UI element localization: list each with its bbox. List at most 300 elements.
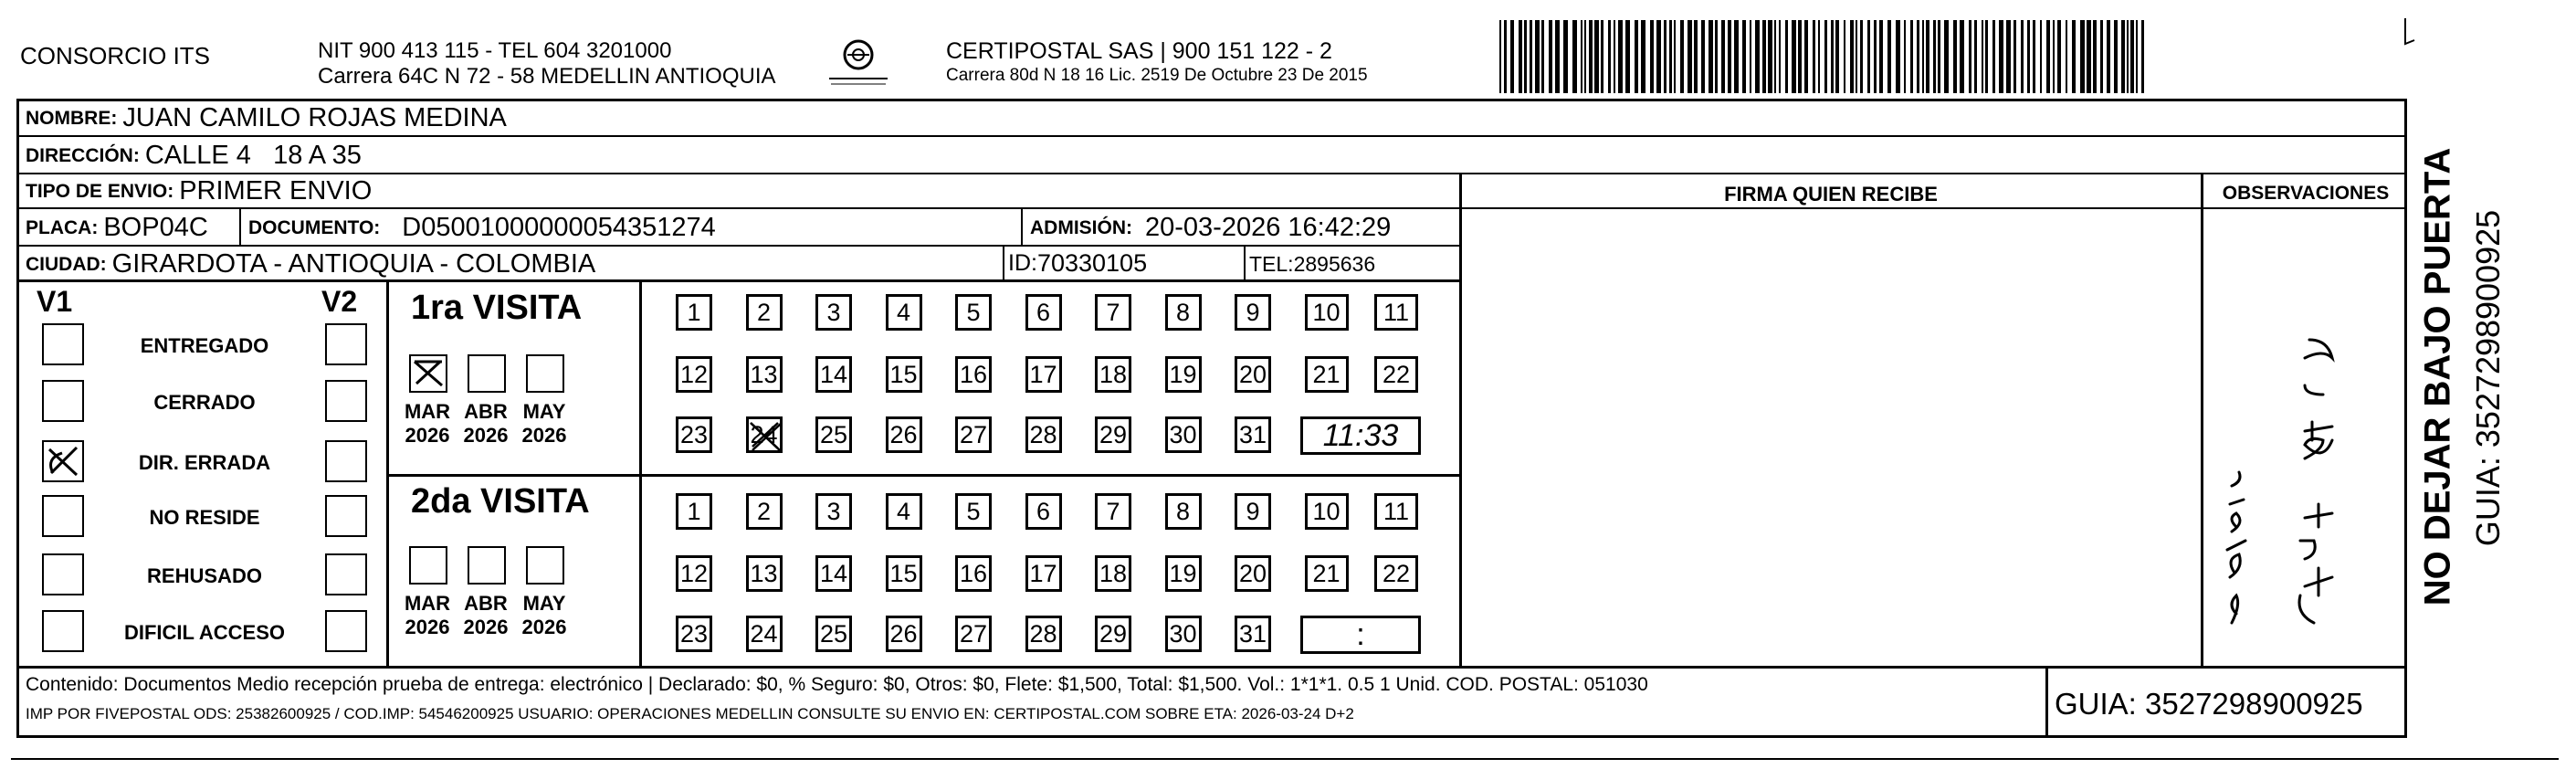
v1-label: V1 xyxy=(37,285,73,318)
v2-checkbox[interactable] xyxy=(325,553,367,595)
day-number: 25 xyxy=(819,420,848,448)
day-number: 17 xyxy=(1029,360,1057,388)
barcode-bar xyxy=(1867,20,1870,93)
second-day-box[interactable] xyxy=(1305,493,1349,530)
day-number: 4 xyxy=(896,298,911,326)
barcode-bar xyxy=(1721,20,1725,93)
day-number: 1 xyxy=(687,298,701,326)
month-year: 2026 xyxy=(463,616,509,638)
barcode-bar xyxy=(1589,20,1593,93)
first-month-label xyxy=(400,400,455,448)
second-day-box[interactable] xyxy=(676,493,712,530)
footer-line-1: Contenido: Documentos Medio recepción prueba de entrega: electrónico | Declarado: $0, % Seguro: $0, Otros: $0, Flete: $1,500, Total: $1,500. Vol.: 1*1*1. 0.5 1 Unid. COD. POSTAL: 051030 xyxy=(26,674,1648,695)
observations-handwriting xyxy=(2204,212,2405,664)
month-name: ABR xyxy=(464,400,508,423)
side-guia-wrap xyxy=(2466,110,2511,648)
admision-value: 20-03-2026 16:42:29 xyxy=(1145,213,1392,242)
day-number: 19 xyxy=(1169,360,1197,388)
barcode-bar xyxy=(1887,20,1891,93)
day-number: 13 xyxy=(750,360,778,388)
ciudad-label: CIUDAD: xyxy=(26,253,107,275)
second-day-box[interactable] xyxy=(1235,616,1271,652)
barcode-bar xyxy=(1835,20,1839,93)
first-month-checkbox[interactable] xyxy=(526,354,564,393)
barcode-bar xyxy=(1933,20,1936,93)
barcode-bar xyxy=(1818,20,1820,93)
second-day-box[interactable] xyxy=(886,555,922,592)
barcode-bar xyxy=(1813,20,1815,93)
day-number: 28 xyxy=(1029,420,1057,448)
second-day-box[interactable] xyxy=(815,616,852,652)
day-number: 10 xyxy=(1312,497,1341,525)
day-number: 12 xyxy=(679,559,709,587)
barcode-bar xyxy=(1926,20,1929,93)
first-month-checkbox[interactable] xyxy=(468,354,506,393)
first-day-box[interactable] xyxy=(1095,294,1131,331)
month-name: MAY xyxy=(522,400,566,423)
first-day-box[interactable] xyxy=(1165,356,1202,393)
second-time-box[interactable] xyxy=(1300,616,1421,654)
visit-time: : xyxy=(1356,617,1365,652)
carrier-address: Carrera 80d N 18 16 Lic. 2519 De Octubre 23 De 2015 xyxy=(946,66,1368,85)
cell-divider xyxy=(239,207,241,245)
first-day-box[interactable] xyxy=(815,294,852,331)
side-guia: GUIA: 3527298900925 xyxy=(2469,209,2507,547)
first-day-box[interactable] xyxy=(746,416,783,453)
first-day-box[interactable] xyxy=(1025,416,1062,453)
first-day-box[interactable] xyxy=(1025,356,1062,393)
second-day-box[interactable] xyxy=(676,616,712,652)
footer-line-2: IMP POR FIVEPOSTAL ODS: 25382600925 / COD.IMP: 54546200925 USUARIO: OPERACIONES MEDELLIN CONSULTE SU ENVIO EN: CERTIPOSTAL.COM SOBRE ETA: 2026-03-24 D+2 xyxy=(26,705,1354,722)
day-number: 3 xyxy=(826,298,841,326)
day-number: 9 xyxy=(1246,497,1260,525)
barcode-bar xyxy=(1910,20,1913,93)
day-number: 29 xyxy=(1099,420,1128,448)
placa-label: PLACA: xyxy=(26,216,99,238)
barcode-bar xyxy=(1874,20,1877,93)
day-number: 31 xyxy=(1238,420,1267,448)
company-address: Carrera 64C N 72 - 58 MEDELLIN ANTIOQUIA xyxy=(318,64,776,89)
day-number: 8 xyxy=(1175,497,1191,525)
tipo-label: TIPO DE ENVIO: xyxy=(26,180,174,202)
nombre-row xyxy=(26,103,507,133)
barcode-bar xyxy=(1650,20,1654,93)
side-warning: NO DEJAR BAJO PUERTA xyxy=(2417,147,2458,606)
barcode-bar xyxy=(1831,20,1834,93)
month-year: 2026 xyxy=(463,424,509,447)
documento-label: DOCUMENTO: xyxy=(248,216,381,238)
first-day-box[interactable] xyxy=(746,294,783,331)
barcode-bar xyxy=(2013,20,2016,93)
first-day-box[interactable] xyxy=(1235,416,1271,453)
placa-value: BOP04C xyxy=(103,213,208,242)
v1-checkbox[interactable] xyxy=(42,323,84,365)
signature-header: FIRMA QUIEN RECIBE xyxy=(1724,183,1938,205)
day-number: 15 xyxy=(889,559,918,587)
second-day-box[interactable] xyxy=(1025,616,1062,652)
second-month-label xyxy=(458,592,513,639)
day-number: 14 xyxy=(819,360,848,388)
month-name: ABR xyxy=(464,592,508,615)
tipo-row xyxy=(26,176,372,206)
day-number: 21 xyxy=(1312,559,1341,587)
barcode-bar xyxy=(1944,20,1949,93)
v2-checkbox[interactable] xyxy=(325,440,367,482)
barcode-bar xyxy=(1641,20,1645,93)
barcode-bar xyxy=(1755,20,1760,93)
barcode-bar xyxy=(2033,20,2035,93)
barcode-bar xyxy=(1974,20,1977,93)
barcode-bar xyxy=(1860,20,1863,93)
day-number: 20 xyxy=(1238,559,1267,587)
id-label: ID: xyxy=(1008,250,1037,276)
first-day-box[interactable] xyxy=(746,356,783,393)
barcode-bar xyxy=(2066,20,2067,93)
day-number: 30 xyxy=(1169,420,1197,448)
second-visit-title: 2da VISITA xyxy=(411,482,590,521)
barcode-bar xyxy=(1938,20,1940,93)
barcode-bar xyxy=(1581,20,1582,93)
tel-label: TEL: xyxy=(1249,252,1294,276)
day-number: 15 xyxy=(889,360,918,388)
second-day-box[interactable] xyxy=(1025,555,1062,592)
day-number: 12 xyxy=(679,360,709,388)
month-year: 2026 xyxy=(405,424,450,447)
barcode-bar xyxy=(2141,20,2144,93)
barcode-bar xyxy=(1779,20,1781,93)
placa-row xyxy=(26,213,208,243)
barcode-bar xyxy=(1594,20,1599,93)
barcode-bar xyxy=(1709,20,1713,93)
id-row xyxy=(1008,249,1147,278)
first-day-box[interactable] xyxy=(1374,356,1418,393)
barcode-bar xyxy=(1563,20,1568,93)
signature-area[interactable] xyxy=(1463,210,2199,665)
second-day-box[interactable] xyxy=(1374,555,1418,592)
v1-checkbox[interactable] xyxy=(42,440,84,482)
first-day-box[interactable] xyxy=(815,416,852,453)
first-day-box[interactable] xyxy=(886,294,922,331)
state-label: DIFICIL ACCESO xyxy=(123,621,285,644)
corner-mark xyxy=(2402,16,2420,58)
barcode-bar xyxy=(1541,20,1544,93)
day-number: 7 xyxy=(1106,298,1120,326)
day-number: 6 xyxy=(1036,497,1051,525)
v1-checkbox[interactable] xyxy=(42,610,84,652)
barcode-bar xyxy=(1768,20,1772,93)
second-day-box[interactable] xyxy=(676,555,712,592)
footer-guia: GUIA: 3527298900925 xyxy=(2055,687,2363,721)
second-day-box[interactable] xyxy=(886,493,922,530)
second-day-box[interactable] xyxy=(1235,493,1271,530)
barcode-bar xyxy=(2057,20,2061,93)
second-day-box[interactable] xyxy=(1025,493,1062,530)
day-number: 5 xyxy=(966,497,981,525)
day-number: 27 xyxy=(959,420,988,448)
barcode-bar xyxy=(1999,20,2003,93)
day-number: 8 xyxy=(1175,298,1191,326)
barcode-bar xyxy=(1734,20,1739,93)
state-label: CERRADO xyxy=(153,391,256,414)
company-nit: NIT 900 413 115 - TEL 604 3201000 xyxy=(318,38,672,63)
v2-label: V2 xyxy=(321,285,358,318)
first-day-box[interactable] xyxy=(955,356,992,393)
barcode-bar xyxy=(1804,20,1808,93)
barcode-bar xyxy=(1969,20,1971,93)
barcode-bar xyxy=(2021,20,2024,93)
first-month-label xyxy=(517,400,572,448)
day-number: 27 xyxy=(959,619,988,648)
barcode-bar xyxy=(1896,20,1900,93)
barcode-bar xyxy=(1792,20,1796,93)
state-label: NO RESIDE xyxy=(149,506,260,529)
row-divider xyxy=(16,173,2407,174)
day-number: 1 xyxy=(687,497,701,525)
day-number: 24 xyxy=(750,619,778,648)
day-number: 11 xyxy=(1383,298,1410,326)
barcode-bar xyxy=(1728,20,1731,93)
barcode-bar xyxy=(2046,20,2050,93)
day-number: 3 xyxy=(826,497,841,525)
barcode-bar xyxy=(1635,20,1638,93)
second-day-box[interactable] xyxy=(1165,493,1202,530)
day-number: 28 xyxy=(1029,619,1057,648)
barcode-bar xyxy=(1798,20,1802,93)
day-number: 30 xyxy=(1169,619,1197,648)
month-year: 2026 xyxy=(405,616,450,638)
second-month-checkbox[interactable] xyxy=(526,546,564,585)
second-day-box[interactable] xyxy=(1235,555,1271,592)
day-number: 18 xyxy=(1099,559,1128,587)
v2-checkbox[interactable] xyxy=(325,380,367,422)
second-month-checkbox[interactable] xyxy=(468,546,506,585)
signature-header-line xyxy=(1459,207,2407,209)
day-number: 16 xyxy=(959,559,988,587)
barcode-bar xyxy=(1674,20,1676,93)
day-number: 20 xyxy=(1238,360,1267,388)
state-label: REHUSADO xyxy=(147,564,262,587)
day-number: 19 xyxy=(1169,559,1197,587)
first-time-box[interactable] xyxy=(1300,416,1421,455)
first-day-box[interactable] xyxy=(955,416,992,453)
second-day-box[interactable] xyxy=(886,616,922,652)
cell-divider xyxy=(1244,245,1246,281)
side-warning-wrap xyxy=(2411,110,2466,648)
direccion-row xyxy=(26,141,362,171)
second-day-box[interactable] xyxy=(1095,493,1131,530)
day-number: 18 xyxy=(1099,360,1128,388)
first-day-box[interactable] xyxy=(1305,294,1349,331)
second-day-box[interactable] xyxy=(1095,616,1131,652)
month-name: MAY xyxy=(522,592,566,615)
ciudad-value: GIRARDOTA - ANTIOQUIA - COLOMBIA xyxy=(111,249,596,279)
day-number: 26 xyxy=(889,420,918,448)
barcode xyxy=(1498,20,2319,93)
barcode-bar xyxy=(2121,20,2125,93)
second-month-label xyxy=(517,592,572,639)
barcode-bar xyxy=(1701,20,1705,93)
barcode-bar xyxy=(1510,20,1514,93)
barcode-bar xyxy=(1614,20,1615,93)
footer-guia-box xyxy=(2045,666,2048,738)
barcode-bar xyxy=(1608,20,1611,93)
id-value: 70330105 xyxy=(1036,249,1148,277)
day-number: 29 xyxy=(1099,619,1128,648)
visit-time: 11:33 xyxy=(1322,418,1399,453)
v2-checkbox[interactable] xyxy=(325,610,367,652)
second-day-box[interactable] xyxy=(1374,493,1418,530)
second-day-box[interactable] xyxy=(746,493,783,530)
barcode-bar xyxy=(1555,20,1560,93)
v2-checkbox[interactable] xyxy=(325,495,367,537)
day-number: 4 xyxy=(896,497,911,525)
day-number: 16 xyxy=(959,360,988,388)
second-day-box[interactable] xyxy=(955,555,992,592)
company-name: CONSORCIO ITS xyxy=(20,42,211,69)
barcode-bar xyxy=(1694,20,1698,93)
second-day-box[interactable] xyxy=(1165,616,1202,652)
day-number: 2 xyxy=(756,298,772,326)
day-number: 24 xyxy=(750,420,778,448)
first-day-box[interactable] xyxy=(886,356,922,393)
barcode-bar xyxy=(1572,20,1577,93)
barcode-bar xyxy=(1625,20,1630,93)
certipostal-logo xyxy=(822,37,895,91)
barcode-bar xyxy=(1742,20,1746,93)
barcode-bar xyxy=(2100,20,2103,93)
first-day-box[interactable] xyxy=(1095,356,1131,393)
day-number: 11 xyxy=(1383,497,1410,525)
second-day-box[interactable] xyxy=(955,493,992,530)
barcode-bar xyxy=(2107,20,2110,93)
observations-header: OBSERVACIONES xyxy=(2222,183,2390,204)
first-day-box[interactable] xyxy=(1165,416,1202,453)
first-day-box[interactable] xyxy=(1235,294,1271,331)
day-number: 22 xyxy=(1382,559,1411,587)
first-day-box[interactable] xyxy=(815,356,852,393)
barcode-bar xyxy=(1664,20,1667,93)
barcode-bar xyxy=(1879,20,1883,93)
barcode-bar xyxy=(1530,20,1532,93)
first-day-box[interactable] xyxy=(1235,356,1271,393)
day-number: 6 xyxy=(1036,298,1051,326)
barcode-bar xyxy=(1953,20,1957,93)
first-day-box[interactable] xyxy=(1374,294,1418,331)
second-day-box[interactable] xyxy=(955,616,992,652)
second-day-box[interactable] xyxy=(815,555,852,592)
day-number: 23 xyxy=(679,619,709,648)
first-day-box[interactable] xyxy=(886,416,922,453)
admision-label: ADMISIÓN: xyxy=(1030,216,1132,238)
state-label: ENTREGADO xyxy=(140,334,269,357)
barcode-bar xyxy=(1844,20,1845,93)
barcode-bar xyxy=(2127,20,2129,93)
first-day-box[interactable] xyxy=(676,416,712,453)
barcode-bar xyxy=(1750,20,1751,93)
barcode-bar xyxy=(1917,20,1919,93)
barcode-bar xyxy=(2006,20,2011,93)
month-year: 2026 xyxy=(521,616,567,638)
barcode-bar xyxy=(1904,20,1906,93)
month-name: MAR xyxy=(404,400,451,423)
observations-column-divider xyxy=(2201,173,2203,667)
barcode-bar xyxy=(1785,20,1788,93)
day-number: 26 xyxy=(889,619,918,648)
barcode-bar xyxy=(2080,20,2085,93)
day-number: 21 xyxy=(1312,360,1341,388)
first-day-box[interactable] xyxy=(1305,356,1349,393)
v1-checkbox[interactable] xyxy=(42,495,84,537)
month-year: 2026 xyxy=(521,424,567,447)
barcode-bar xyxy=(2053,20,2055,93)
visit-divider xyxy=(389,474,1459,477)
v1-checkbox[interactable] xyxy=(42,553,84,595)
direccion-label: DIRECCIÓN: xyxy=(26,144,140,166)
barcode-bar xyxy=(1524,20,1527,93)
documento-row xyxy=(248,213,716,243)
second-day-box[interactable] xyxy=(1165,555,1202,592)
barcode-bar xyxy=(1992,20,1995,93)
second-day-box[interactable] xyxy=(1305,555,1349,592)
day-number: 23 xyxy=(679,420,709,448)
first-day-box[interactable] xyxy=(676,356,712,393)
nombre-value: JUAN CAMILO ROJAS MEDINA xyxy=(122,103,507,132)
barcode-bar xyxy=(1688,20,1692,93)
second-day-box[interactable] xyxy=(746,616,783,652)
second-day-box[interactable] xyxy=(746,555,783,592)
row-divider xyxy=(16,245,1459,247)
barcode-bar xyxy=(1774,20,1776,93)
barcode-bar xyxy=(1504,20,1507,93)
day-number: 2 xyxy=(756,497,772,525)
first-month-checkbox[interactable] xyxy=(409,354,447,393)
barcode-bar xyxy=(1922,20,1924,93)
row-divider xyxy=(16,135,2407,137)
first-day-box[interactable] xyxy=(676,294,712,331)
second-month-checkbox[interactable] xyxy=(409,546,447,585)
tel-row xyxy=(1249,252,1375,277)
day-number: 22 xyxy=(1382,360,1411,388)
first-day-box[interactable] xyxy=(1095,416,1131,453)
barcode-bar xyxy=(1618,20,1623,93)
documento-value: D05001000000054351274 xyxy=(402,213,716,242)
day-number: 9 xyxy=(1246,298,1260,326)
first-day-box[interactable] xyxy=(1025,294,1062,331)
barcode-bar xyxy=(1715,20,1718,93)
month-name: MAR xyxy=(404,592,451,615)
barcode-bar xyxy=(1601,20,1603,93)
v1-checkbox[interactable] xyxy=(42,380,84,422)
barcode-bar xyxy=(1584,20,1586,93)
barcode-bar xyxy=(2114,20,2118,93)
barcode-bar xyxy=(2072,20,2076,93)
barcode-bar xyxy=(2136,20,2138,93)
first-day-box[interactable] xyxy=(955,294,992,331)
nombre-label: NOMBRE: xyxy=(26,107,118,129)
barcode-bar xyxy=(1669,20,1672,93)
v2-checkbox[interactable] xyxy=(325,323,367,365)
cell-divider xyxy=(1003,245,1004,281)
barcode-bar xyxy=(2027,20,2030,93)
cell-divider xyxy=(1021,207,1023,245)
second-day-box[interactable] xyxy=(815,493,852,530)
tipo-value: PRIMER ENVIO xyxy=(179,176,373,205)
first-day-box[interactable] xyxy=(1165,294,1202,331)
barcode-bar xyxy=(1850,20,1854,93)
day-mark-icon xyxy=(749,419,782,457)
barcode-bar xyxy=(2093,20,2097,93)
second-day-box[interactable] xyxy=(1095,555,1131,592)
